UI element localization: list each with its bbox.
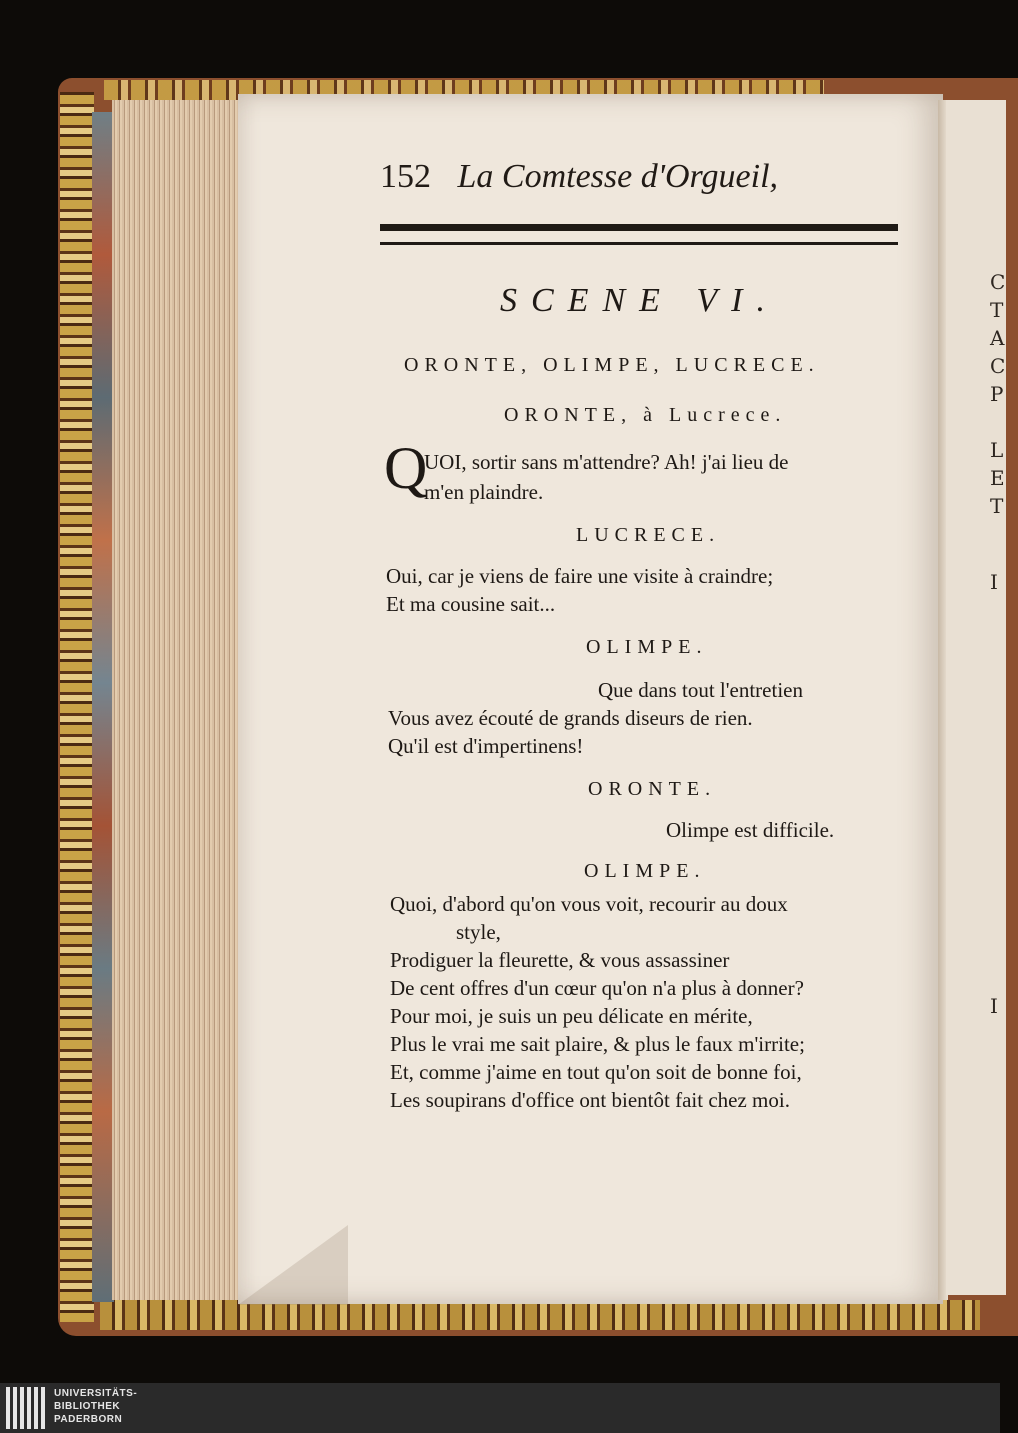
right-page-glyph: L (990, 438, 1004, 462)
verse-line: Et, comme j'aime en tout qu'on soit de bonne foi, (390, 1060, 802, 1084)
verse-line: Les soupirans d'office ont bientôt fait chez moi. (390, 1088, 790, 1112)
right-page-glyph: E (990, 466, 1005, 490)
verse-line: Plus le vrai me sait plaire, & plus le faux m'irrite; (390, 1032, 805, 1056)
right-page-glyph: C (990, 270, 1006, 294)
right-page-glyph: T (990, 494, 1004, 518)
verse-line: Olimpe est difficile. (666, 818, 835, 842)
right-page-glyph: I (990, 994, 998, 1018)
verse-line: m'en plaindre. (424, 480, 544, 504)
right-page-glyph: P (990, 382, 1004, 406)
gilt-border-bottom (100, 1300, 980, 1330)
right-page (946, 100, 1006, 1295)
page-edges (112, 100, 242, 1300)
speaker-heading: LUCRECE. (576, 524, 721, 546)
header-rule-thin (380, 242, 898, 245)
verse-line: Vous avez écouté de grands diseurs de rien. (388, 706, 753, 730)
verse-line: style, (456, 920, 501, 944)
right-page-glyph: T (990, 298, 1004, 322)
verse-line: Que dans tout l'entretien (598, 678, 803, 702)
scene-title: SCENE VI. (500, 282, 779, 319)
verse-line: Prodiguer la fleurette, & vous assassiner (390, 948, 730, 972)
speaker-heading: ORONTE. (588, 778, 717, 800)
right-page-glyph: C (990, 354, 1006, 378)
verse-line: Qu'il est d'impertinens! (388, 734, 584, 758)
page-corner-fold (238, 1225, 348, 1305)
header-rule-thick (380, 224, 898, 231)
library-name-line: PADERBORN (54, 1414, 123, 1425)
verse-line: Oui, car je viens de faire une visite à craindre; (386, 564, 774, 588)
verse-line: Et ma cousine sait... (386, 592, 556, 616)
right-page-glyph: A (990, 326, 1005, 350)
right-page-glyph: I (990, 570, 998, 594)
page-number: 152 (380, 158, 431, 195)
verse-line: De cent offres d'un cœur qu'on n'a plus à donner? (390, 976, 804, 1000)
verse-line: UOI, sortir sans m'attendre? Ah! j'ai lieu de (424, 450, 789, 474)
library-name-line: BIBLIOTHEK (54, 1401, 121, 1412)
left-page (238, 94, 943, 1304)
library-logo-icon (6, 1387, 46, 1429)
running-header (380, 158, 778, 196)
library-name (54, 1387, 137, 1426)
library-name-line: UNIVERSITÄTS- (54, 1388, 138, 1399)
gilt-border-left (60, 92, 94, 1322)
speaker-heading: OLIMPE. (584, 860, 706, 882)
library-footer (0, 1383, 1000, 1433)
verse-line: Pour moi, je suis un peu délicate en mérite, (390, 1004, 753, 1028)
marbled-endpaper (92, 112, 114, 1302)
character-list: ORONTE, OLIMPE, LUCRECE. (404, 354, 820, 376)
drop-capital: Q (384, 435, 428, 501)
running-title: La Comtesse d'Orgueil, (457, 158, 779, 195)
speaker-heading: ORONTE, à Lucrece. (504, 404, 787, 426)
verse-line: Quoi, d'abord qu'on vous voit, recourir au doux (390, 892, 788, 916)
speaker-heading: OLIMPE. (586, 636, 708, 658)
